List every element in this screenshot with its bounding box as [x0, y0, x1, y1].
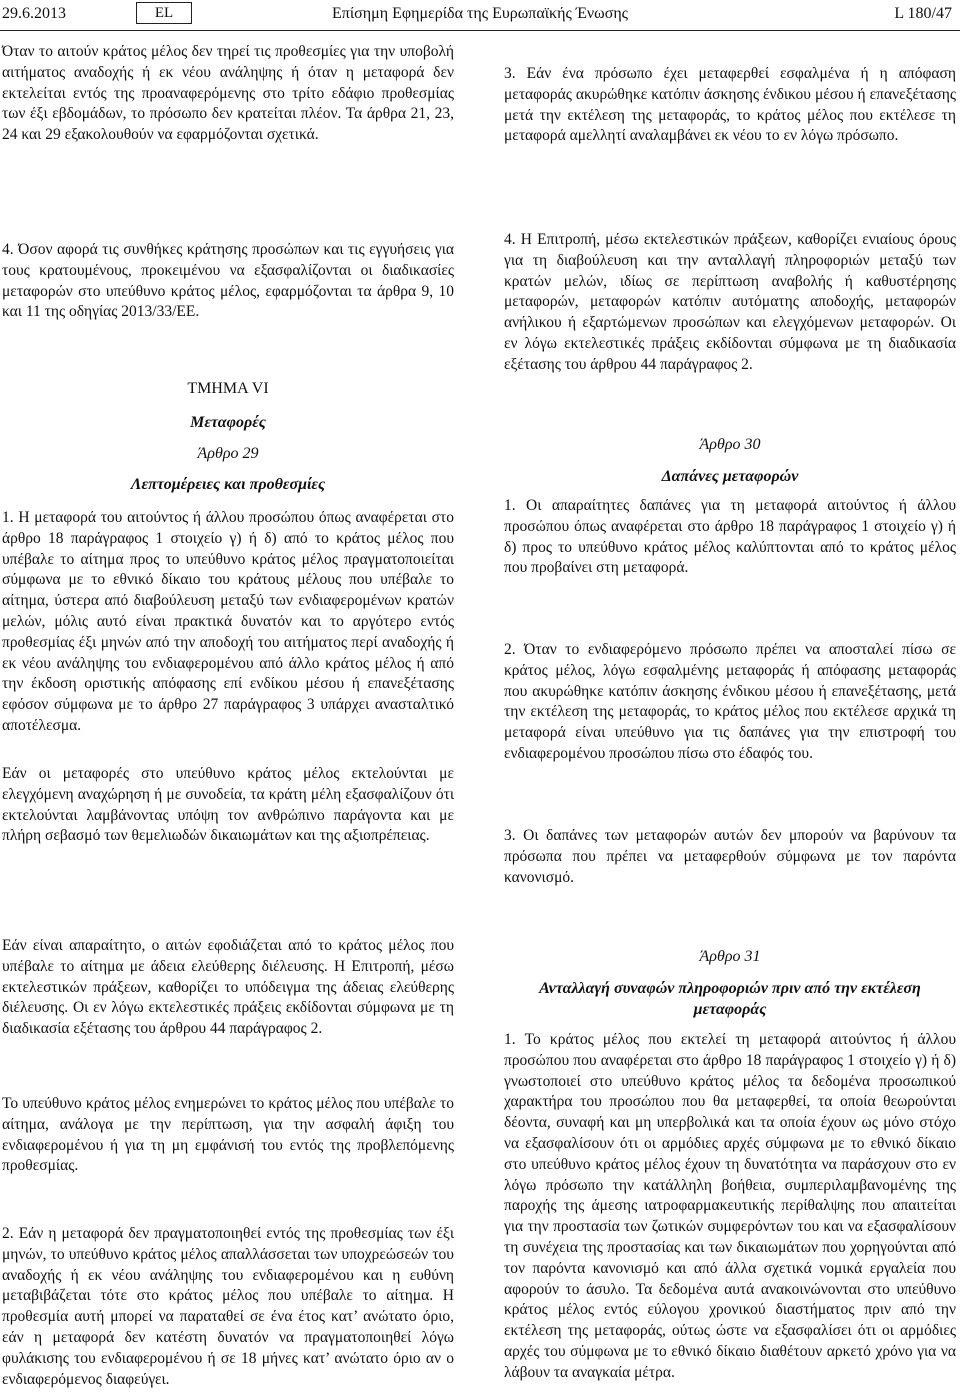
article-29-title: Λεπτομέρειες και προθεσμίες	[130, 476, 326, 493]
left-paragraph-6: Το υπεύθυνο κράτος μέλος ενημερώνει το κράτος μέλος που υπέβαλε το αίτημα, ανάλογα με την περίπτωση, για την ασφαλή άφιξη του ενδιαφερομένου ή για τη μη εμφάνισή του εντός της προβλεπόμενης προθεσμίας.	[2, 1095, 454, 1175]
right-paragraph-6: 1. Το κράτος μέλος που εκτελεί τη μεταφορά αιτούντος ή άλλου προσώπου που αναφέρεται στο άρθρο 18 παράγραφος 1 στοιχείο γ) ή δ) γνωστοποιεί στο υπεύθυνο κράτος μέλος τα δεδομένα προσωπικού χαρακτήρα του προσώπου που θα μεταφερθεί, τα οποία θεωρούνται δέοντα, συναφή και μη υπερβολικά και τα οποία έχουν ως μόνο στόχο να εξασφαλίσουν ότι οι αρμόδιες αρχές σύμφωνα με το εθνικό δίκαιο στο υπεύθυνο κράτος μέλος έχουν τη δυνατότητα να παράσχουν στο εν λόγω πρόσωπο την κατάλληλη βοήθεια, συμπεριλαμβανομένης της παροχής της άμεσης ιατροφαρμακευτικής περίθαλψης που απαιτείται για την προστασία των ζωτικών συμφερόντων του και να εξασφαλίσουν τη συνέχεια της προστασίας και των δικαιωμάτων που χορηγούνται από τον παρόντα κανονισμό και από άλλα σχετικά νομικά εργαλεία που αφορούν το άσυλο. Τα δεδομένα αυτά ανακοινώνονται στο υπεύθυνο κράτος μέλος εντός εύλογου χρονικού διαστήματος πριν από την εκτέλεση της μεταφοράς, ούτως ώστε να εξασφαλίσει ότι οι αρμόδιες αρχές του σύμφωνα με το εθνικό δίκαιο διαθέτουν αρκετό χρόνο για να λάβουν τα αναγκαία μέτρα.	[504, 1031, 956, 1381]
journal-title: Επίσημη Εφημερίδα της Ευρωπαϊκής Ένωσης	[331, 5, 629, 22]
article-31-title: Ανταλλαγή συναφών πληροφοριών πριν από την εκτέλεση μεταφοράς	[539, 980, 921, 1018]
header-rule	[0, 30, 960, 31]
publication-date: 29.6.2013	[2, 5, 66, 22]
article-30-title: Δαπάνες μεταφορών	[661, 468, 799, 485]
page-header	[0, 2, 960, 32]
page-reference: L 180/47	[894, 5, 952, 22]
right-paragraph-3: 1. Οι απαραίτητες δαπάνες για τη μεταφορά αιτούντος ή άλλου προσώπου όπως αναφέρεται στο άρθρο 18 παράγραφος 1 στοιχείο γ) ή δ) προς το υπεύθυνο κράτος μέλος καλύπτονται από το κράτος μέλος που προβαίνει στη μεταφορά.	[504, 497, 956, 577]
right-paragraph-2: 4. Η Επιτροπή, μέσω εκτελεστικών πράξεων, καθορίζει ενιαίους όρους για τη διαβούλευση και την ανταλλαγή πληροφοριών μεταξύ των κρατών μελών, ιδίως σε περίπτωση αναβολής ή καθυστέρησης μεταφορών, μεταφορών κατόπιν αυτόματης αποδοχής, μεταφορών ανήλικου ή εξαρτώμενων προσώπων και ελεγχόμενων μεταφορών. Οι εν λόγω εκτελεστικές πράξεις εκδίδονται σύμφωνα με τη διαδικασία εξέτασης του άρθρου 44 παράγραφος 2.	[504, 231, 956, 373]
right-paragraph-5: 3. Οι δαπάνες των μεταφορών αυτών δεν μπορούν να βαρύνουν τα πρόσωπα που πρέπει να μεταφερθούν σύμφωνα με τον παρόντα κανονισμό.	[504, 827, 956, 886]
left-paragraph-3: 1. Η μεταφορά του αιτούντος ή άλλου προσώπου όπως αναφέρεται στο άρθρο 18 παράγραφος 1 στοιχείο γ) ή δ) από το κράτος μέλος που υπέβαλε το αίτημα προς το υπεύθυνο κράτος μέλος πραγματοποιείται σύμφωνα με το εθνικό δίκαιο του κράτους μέλους που υπέβαλε το αίτημα, ύστερα από διαβούλευση μεταξύ των ενδιαφερομένων κρατών μελών, μόλις αυτό είναι πρακτικά δυνατόν και το αργότερο εντός προθεσμίας έξι μηνών από την αποδοχή του αιτήματος περί αναδοχής ή εκ νέου ανάληψης του ενδιαφερομένου από άλλο κράτος μέλος ή από την έκδοση οριστικής απόφασης επί ενδίκου μέσου ή επανεξέτασης εφόσον σύμφωνα με το άρθρο 27 παράγραφος 3 υπάρχει ανασταλτικό αποτέλεσμα.	[2, 509, 454, 734]
left-paragraph-1: Όταν το αιτούν κράτος μέλος δεν τηρεί τις προθεσμίες για την υποβολή αιτήματος αναδοχής ή εκ νέου ανάληψης ή όταν η μεταφορά δεν εκτελείται εντός της προαναφερόμενης στο τρίτο εδάφιο προθεσμίας των έξι εβδομάδων, το πρόσωπο δεν κρατείται πλέον. Τα άρθρα 21, 23, 24 και 29 εξακολουθούν να εφαρμόζονται σχετικά.	[2, 43, 454, 144]
article-29-heading: Άρθρο 29	[197, 445, 259, 462]
left-paragraph-7: 2. Εάν η μεταφορά δεν πραγματοποιηθεί εντός της προθεσμίας των έξι μηνών, το υπεύθυνο κράτος μέλος απαλλάσσεται των υποχρεώσεών του αναδοχής ή εκ νέου ανάληψης του ενδιαφερομένου και η ευθύνη μεταβιβάζεται τότε στο κράτος μέλος που υπέβαλε το αίτημα. Η προθεσμία αυτή μπορεί να παραταθεί σε ένα έτος κατ’ ανώτατο όριο, εάν η μεταφορά δεν κατέστη δυνατόν να πραγματοποιηθεί λόγω φυλάκισης του ενδιαφερομένου ή σε 18 μήνες κατ’ ανώτατο όριο αν ο ενδιαφερόμενος διαφεύγει.	[2, 1225, 454, 1388]
right-paragraph-4: 2. Όταν το ενδιαφερόμενο πρόσωπο πρέπει να αποσταλεί πίσω σε κράτος μέλος, λόγω εσφαλμένης μεταφοράς ή απόφασης μεταφοράς που ακυρώθηκε κατόπιν άσκησης ένδικου μέσου ή επανεξέτασης, μετά την εκτέλεση της μεταφοράς, το κράτος μέλος που εκτέλεσε αρχικά τη μεταφορά είναι υπεύθυνο για τις δαπάνες για την επιστροφή του ενδιαφερομένου προσώπου πίσω στο έδαφός του.	[504, 641, 956, 762]
right-paragraph-1: 3. Εάν ένα πρόσωπο έχει μεταφερθεί εσφαλμένα ή η απόφαση μεταφοράς ακυρώθηκε κατόπιν άσκησης ένδικου μέσου ή επανεξέτασης μετά την εκτέλεση της μεταφοράς, το κράτος μέλος που εκτέλεσε τη μεταφορά αμελλητί αναλαμβάνει εκ νέου το εν λόγω πρόσωπο.	[504, 65, 956, 145]
language-badge: EL	[136, 2, 192, 24]
article-30-heading: Άρθρο 30	[699, 436, 761, 453]
section-number: ΤΜΗΜΑ VI	[187, 380, 269, 397]
left-paragraph-5: Εάν είναι απαραίτητο, ο αιτών εφοδιάζεται από το κράτος μέλος που υπέβαλε το αίτημα με άδεια ελεύθερης διέλευσης. Η Επιτροπή, μέσω εκτελεστικών πράξεων, καθορίζει το υπόδειγμα της άδειας ελεύθερης διέλευσης. Οι εν λόγω εκτελεστικές πράξεις εκδίδονται σύμφωνα με τη διαδικασία εξέτασης του άρθρου 44 παράγραφος 2.	[2, 937, 454, 1038]
article-31-heading: Άρθρο 31	[699, 948, 761, 965]
section-title: Μεταφορές	[190, 414, 266, 431]
left-paragraph-4: Εάν οι μεταφορές στο υπεύθυνο κράτος μέλος εκτελούνται με ελεγχόμενη αναχώρηση ή με συνοδεία, τα κράτη μέλη εξασφαλίζουν ότι εκτελούνται λαμβάνοντας υπόψη τον ανθρώπινο παράγοντα και με πλήρη σεβασμό των θεμελιωδών δικαιωμάτων και της αξιοπρέπειας.	[2, 765, 454, 845]
left-paragraph-2: 4. Όσον αφορά τις συνθήκες κράτησης προσώπων και τις εγγυήσεις για τους κρατουμένους, προκειμένου να εξασφαλίζονται οι διαδικασίες μεταφορών στο υπεύθυνο κράτος μέλος, εφαρμόζονται τα άρθρα 9, 10 και 11 της οδηγίας 2013/33/ΕΕ.	[2, 241, 454, 321]
